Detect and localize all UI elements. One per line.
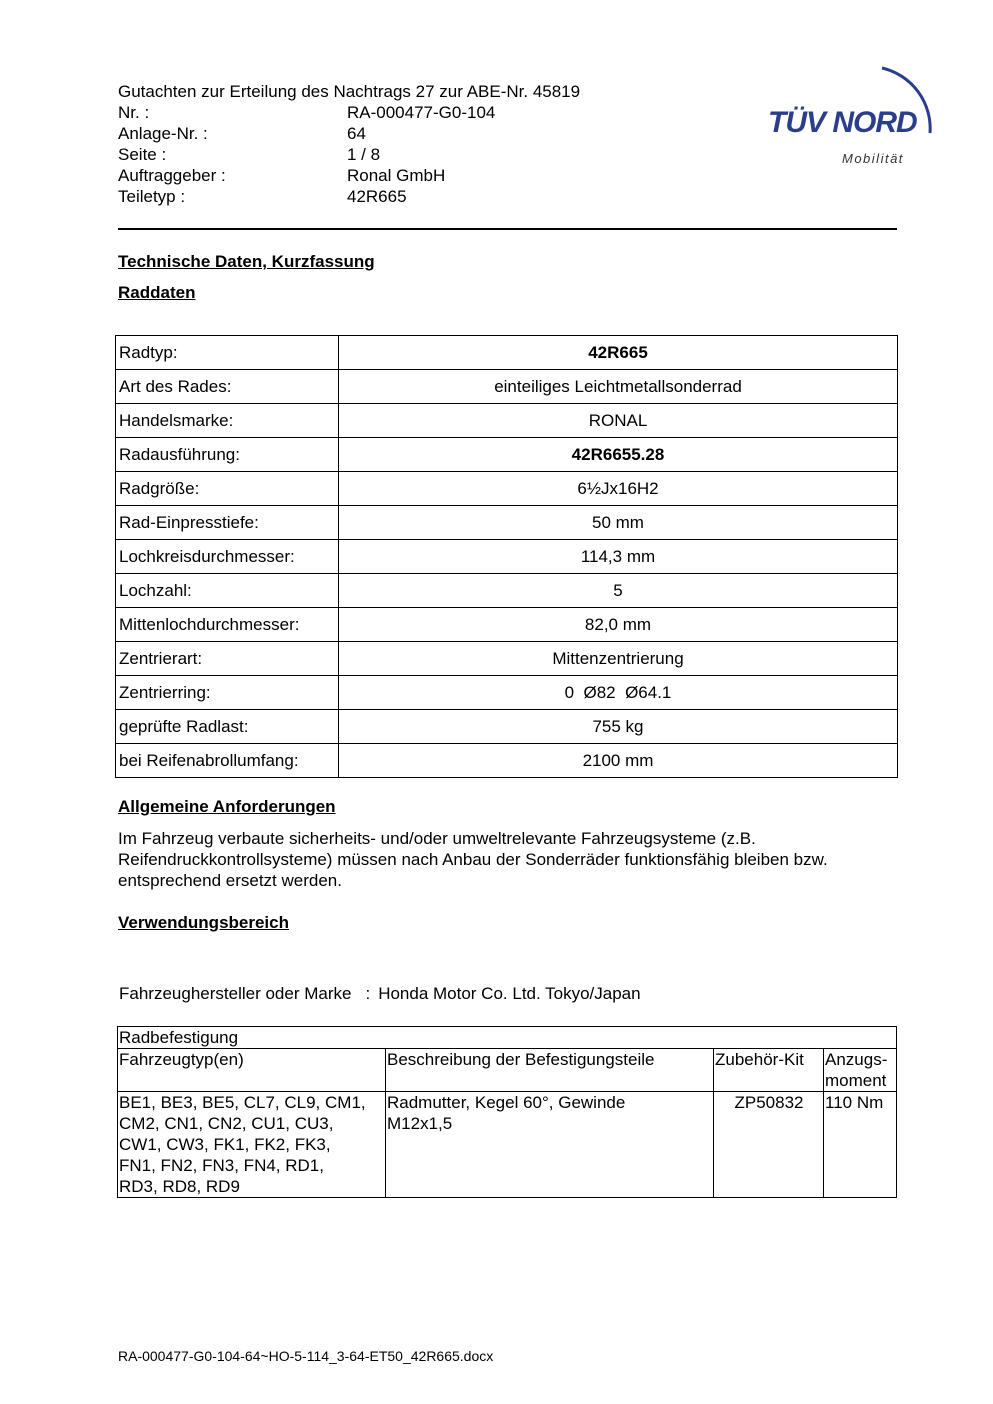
header-row-auftraggeber <box>118 165 495 186</box>
table-row <box>116 472 898 506</box>
header-key: Auftraggeber : <box>118 166 226 185</box>
row-label: bei Reifenabrollumfang: <box>116 744 339 778</box>
vehicle-types-cell <box>118 1092 386 1198</box>
row-label: Zentrierart: <box>116 642 339 676</box>
torque-cell: 110 Nm <box>824 1092 897 1198</box>
paragraph-line: Im Fahrzeug verbaute sicherheits- und/oder umweltrelevante Fahrzeugsysteme (z.B. <box>118 829 756 848</box>
document-title: Gutachten zur Erteilung des Nachtrags 27 zur ABE-Nr. 45819 <box>118 82 581 101</box>
manufacturer-label: Fahrzeughersteller oder Marke <box>119 984 352 1003</box>
header-line: moment <box>825 1071 887 1090</box>
header-key: Nr. : <box>118 103 150 122</box>
heading-technische-daten: Technische Daten, Kurzfassung <box>118 252 375 271</box>
table-row <box>116 744 898 778</box>
cell-line: RD3, RD8, RD9 <box>119 1177 240 1196</box>
header-value: RA-000477-G0-104 <box>347 103 496 122</box>
table-row <box>116 404 898 438</box>
header-key: Anlage-Nr. : <box>118 124 208 143</box>
heading-verwendungsbereich: Verwendungsbereich <box>118 913 289 932</box>
column-header-kit: Zubehör-Kit <box>714 1049 824 1092</box>
row-label: Lochkreisdurchmesser: <box>116 540 339 574</box>
kit-cell: ZP50832 <box>714 1092 824 1198</box>
row-value: einteiliges Leichtmetallsonderrad <box>339 370 898 404</box>
table-row <box>118 1092 897 1198</box>
manufacturer-value: Honda Motor Co. Ltd. Tokyo/Japan <box>378 984 641 1003</box>
cell-line: M12x1,5 <box>387 1114 453 1133</box>
header-value: 64 <box>347 124 366 143</box>
table-row <box>116 506 898 540</box>
row-value: 82,0 mm <box>339 608 898 642</box>
table-header-row <box>118 1049 897 1092</box>
table-row <box>116 574 898 608</box>
cell-line: CM2, CN1, CN2, CU1, CU3, <box>119 1114 334 1133</box>
logo-brand: TÜV NORD <box>768 106 917 139</box>
table-row <box>116 540 898 574</box>
cell-line: FN1, FN2, FN3, FN4, RD1, <box>119 1156 324 1175</box>
heading-raddaten: Raddaten <box>118 283 196 302</box>
row-label: Radgröße: <box>116 472 339 506</box>
header-key: Seite : <box>118 145 167 164</box>
header-divider <box>118 228 897 230</box>
row-value: 42R6655.28 <box>339 438 898 472</box>
header-value: 42R665 <box>347 187 407 206</box>
allgemein-paragraph <box>118 828 918 891</box>
header-value: 1 / 8 <box>347 145 381 164</box>
paragraph-line: entsprechend ersetzt werden. <box>118 871 342 890</box>
table-row <box>116 370 898 404</box>
tuev-nord-logo <box>760 58 940 173</box>
row-value: 6½Jx16H2 <box>339 472 898 506</box>
row-label: Radausführung: <box>116 438 339 472</box>
row-value: 2100 mm <box>339 744 898 778</box>
cell-line: BE1, BE3, BE5, CL7, CL9, CM1, <box>119 1093 366 1112</box>
row-value: 0 Ø82 Ø64.1 <box>339 676 898 710</box>
row-value: 114,3 mm <box>339 540 898 574</box>
description-cell <box>386 1092 714 1198</box>
row-label: Zentrierring: <box>116 676 339 710</box>
row-value: 755 kg <box>339 710 898 744</box>
heading-allgemeine-anforderungen: Allgemeine Anforderungen <box>118 797 336 816</box>
row-label: Mittenlochdurchmesser: <box>116 608 339 642</box>
row-label: Lochzahl: <box>116 574 339 608</box>
column-header-vehicle-types: Fahrzeugtyp(en) <box>118 1049 386 1092</box>
row-value: Mittenzentrierung <box>339 642 898 676</box>
column-header-torque <box>824 1049 897 1092</box>
header-key: Teiletyp : <box>118 187 186 206</box>
row-value: 5 <box>339 574 898 608</box>
header-row-teiletyp <box>118 186 495 207</box>
table-row <box>116 438 898 472</box>
table-row <box>116 336 898 370</box>
manufacturer-line <box>119 984 641 1004</box>
paragraph-line: Reifendruckkontrollsysteme) müssen nach Anbau der Sonderräder funktionsfähig bleiben bzw. <box>118 850 828 869</box>
table-row <box>116 642 898 676</box>
row-value: 42R665 <box>339 336 898 370</box>
fastening-table <box>117 1026 897 1198</box>
row-value: 50 mm <box>339 506 898 540</box>
row-label: geprüfte Radlast: <box>116 710 339 744</box>
cell-line: CW1, CW3, FK1, FK2, FK3, <box>119 1135 331 1154</box>
manufacturer-separator: : <box>365 984 371 1003</box>
fastening-title: Radbefestigung <box>118 1027 897 1049</box>
row-label: Radtyp: <box>116 336 339 370</box>
row-value: RONAL <box>339 404 898 438</box>
wheel-data-table <box>115 335 898 778</box>
logo-subtitle: Mobilität <box>842 151 904 166</box>
header-row-seite <box>118 144 495 165</box>
header-line: Anzugs- <box>825 1050 888 1069</box>
header-row-anlage <box>118 123 495 144</box>
cell-line: Radmutter, Kegel 60°, Gewinde <box>387 1093 626 1112</box>
row-label: Handelsmarke: <box>116 404 339 438</box>
column-header-description: Beschreibung der Befestigungsteile <box>386 1049 714 1092</box>
table-title-row <box>118 1027 897 1049</box>
header-value: Ronal GmbH <box>347 166 446 185</box>
header-row-nr <box>118 102 495 123</box>
footer-filename: RA-000477-G0-104-64~HO-5-114_3-64-ET50_42R665.docx <box>118 1348 494 1364</box>
table-row <box>116 710 898 744</box>
table-row <box>116 608 898 642</box>
table-row <box>116 676 898 710</box>
header-info <box>118 102 495 207</box>
row-label: Art des Rades: <box>116 370 339 404</box>
row-label: Rad-Einpresstiefe: <box>116 506 339 540</box>
